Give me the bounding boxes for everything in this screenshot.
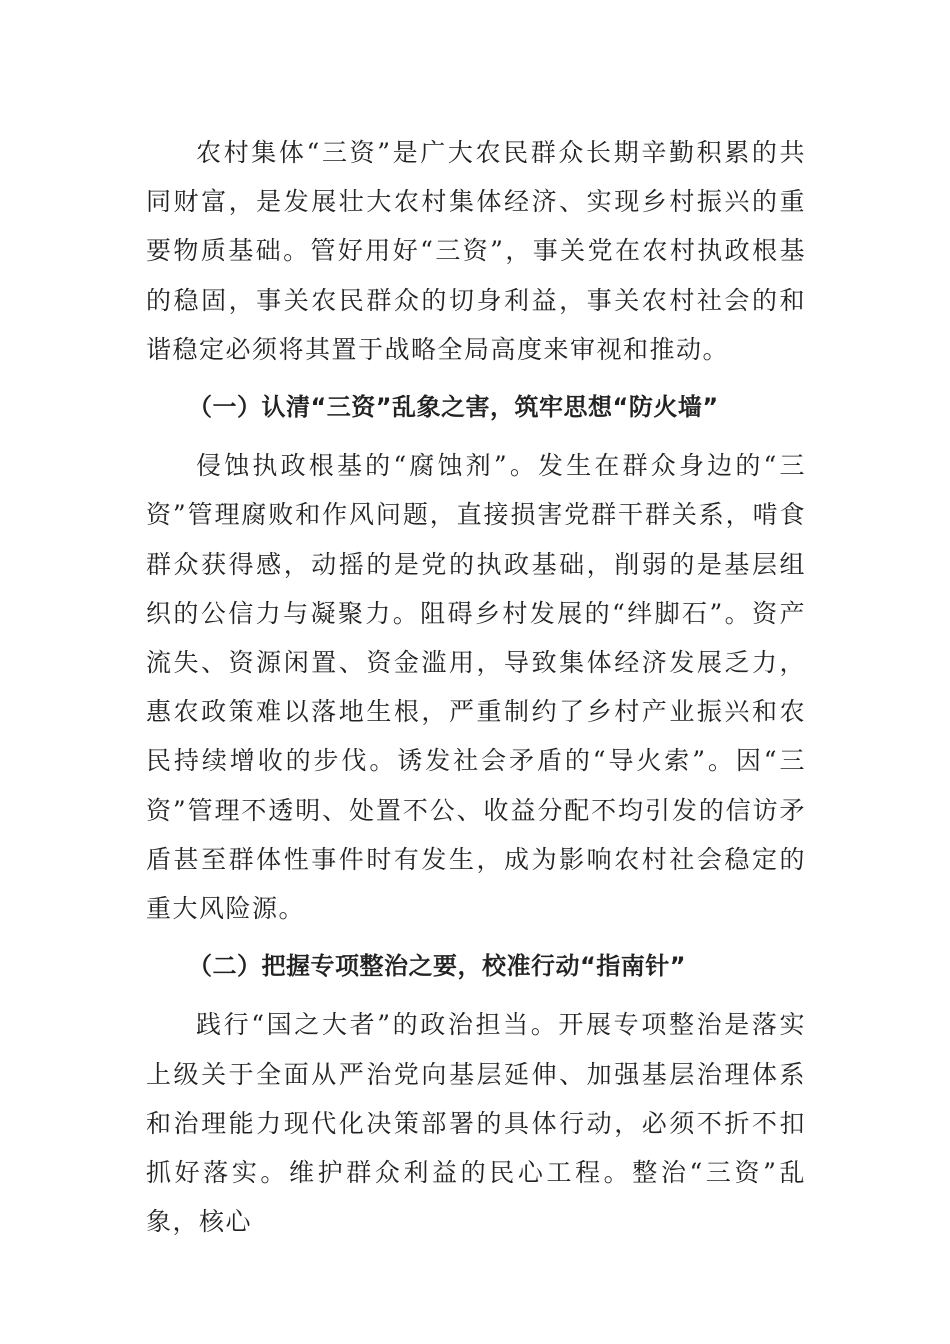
document-body	[146, 128, 806, 1246]
section-heading-1: （一）认清“三资”乱象之害，筑牢思想“防火墙”	[188, 393, 719, 422]
section-2-paragraph: 践行“国之大者”的政治担当。开展专项整治是落实上级关于全面从严治党向基层延伸、加强基层治理体系和治理能力现代化决策部署的具体行动，必须不折不扣抓好落实。维护群众利益的民心工程。整治“三资”乱象，核心	[146, 1010, 806, 1237]
section-heading-2: （二）把握专项整治之要，校准行动“指南针”	[188, 952, 687, 981]
intro-paragraph: 农村集体“三资”是广大农民群众长期辛勤积累的共同财富，是发展壮大农村集体经济、实现乡村振兴的重要物质基础。管好用好“三资”，事关党在农村执政根基的稳固，事关农民群众的切身利益，事关农村社会的和谐稳定必须将其置于战略全局高度来审视和推动。	[146, 138, 806, 364]
section-1-paragraph: 侵蚀执政根基的“腐蚀剂”。发生在群众身边的“三资”管理腐败和作风问题，直接损害党群干群关系，啃食群众获得感，动摇的是党的执政基础，削弱的是基层组织的公信力与凝聚力。阻碍乡村发展的“绊脚石”。资产流失、资源闲置、资金滥用，导致集体经济发展乏力，惠农政策难以落地生根，严重制约了乡村产业振兴和农民持续增收的步伐。诱发社会矛盾的“导火索”。因“三资”管理不透明、处置不公、收益分配不均引发的信访矛盾甚至群体性事件时有发生，成为影响农村社会稳定的重大风险源。	[146, 451, 806, 924]
